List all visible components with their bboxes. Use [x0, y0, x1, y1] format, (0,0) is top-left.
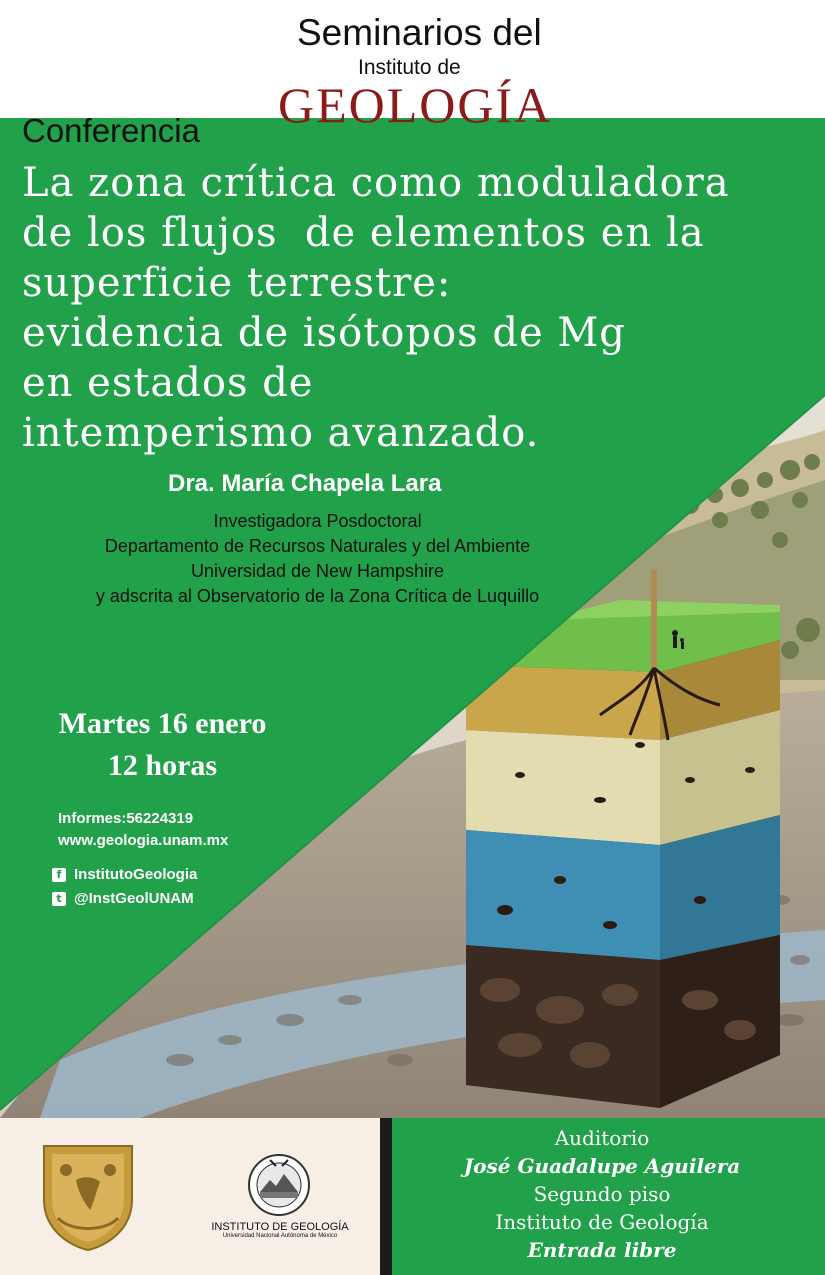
- affiliation-line: Investigadora Posdoctoral: [213, 511, 422, 531]
- contact-info: [58, 808, 228, 852]
- affiliation-line: Departamento de Recursos Naturales y del Ambiente: [104, 536, 531, 556]
- venue-details: [392, 1124, 812, 1264]
- series-subtitle: Instituto de: [358, 56, 461, 79]
- event-schedule: [30, 703, 295, 787]
- institute-logo-caption: [200, 1221, 360, 1239]
- twitter-icon: t: [52, 892, 66, 906]
- event-time: 12 horas: [107, 749, 218, 782]
- footer-divider: [380, 1118, 392, 1275]
- twitter-handle: @InstGeolUNAM: [74, 890, 194, 907]
- event-date: Martes 16 enero: [58, 707, 267, 740]
- affiliation-line: Universidad de New Hampshire: [190, 561, 445, 581]
- venue-label: Auditorio: [554, 1126, 650, 1150]
- talk-title: La zona crítica como moduladora de los flujos de elementos en la superficie terrestre: evidencia de isótopos de Mg en estados de intemperismo avanzado.: [22, 160, 730, 456]
- facebook-icon: f: [52, 868, 66, 882]
- contact-website[interactable]: www.geologia.unam.mx: [58, 832, 229, 849]
- institute-seal-icon: [246, 1152, 312, 1218]
- contact-phone: Informes:56224319: [58, 810, 194, 827]
- affiliation-line: y adscrita al Observatorio de la Zona Crítica de Luquillo: [95, 586, 540, 606]
- twitter-link[interactable]: [52, 890, 194, 907]
- admission-note: Entrada libre: [527, 1238, 677, 1262]
- facebook-handle: InstitutoGeologia: [74, 866, 198, 883]
- unam-seal-icon: [36, 1140, 140, 1252]
- series-title: Seminarios del: [297, 12, 542, 53]
- series-geologia: GEOLOGÍA: [278, 77, 553, 133]
- institute-logo-name: INSTITUTO DE GEOLOGÍA: [211, 1221, 349, 1233]
- venue-floor: Segundo piso: [533, 1182, 671, 1206]
- speaker-name: Dra. María Chapela Lara: [168, 470, 442, 497]
- talk-kicker: Conferencia: [22, 112, 200, 149]
- speaker-affiliation: [40, 509, 595, 609]
- facebook-link[interactable]: [52, 866, 197, 883]
- venue-name: José Guadalupe Aguilera: [463, 1154, 741, 1178]
- venue-institute: Instituto de Geología: [495, 1210, 709, 1234]
- institute-logo-university: Universidad Nacional Autónoma de México: [222, 1233, 338, 1239]
